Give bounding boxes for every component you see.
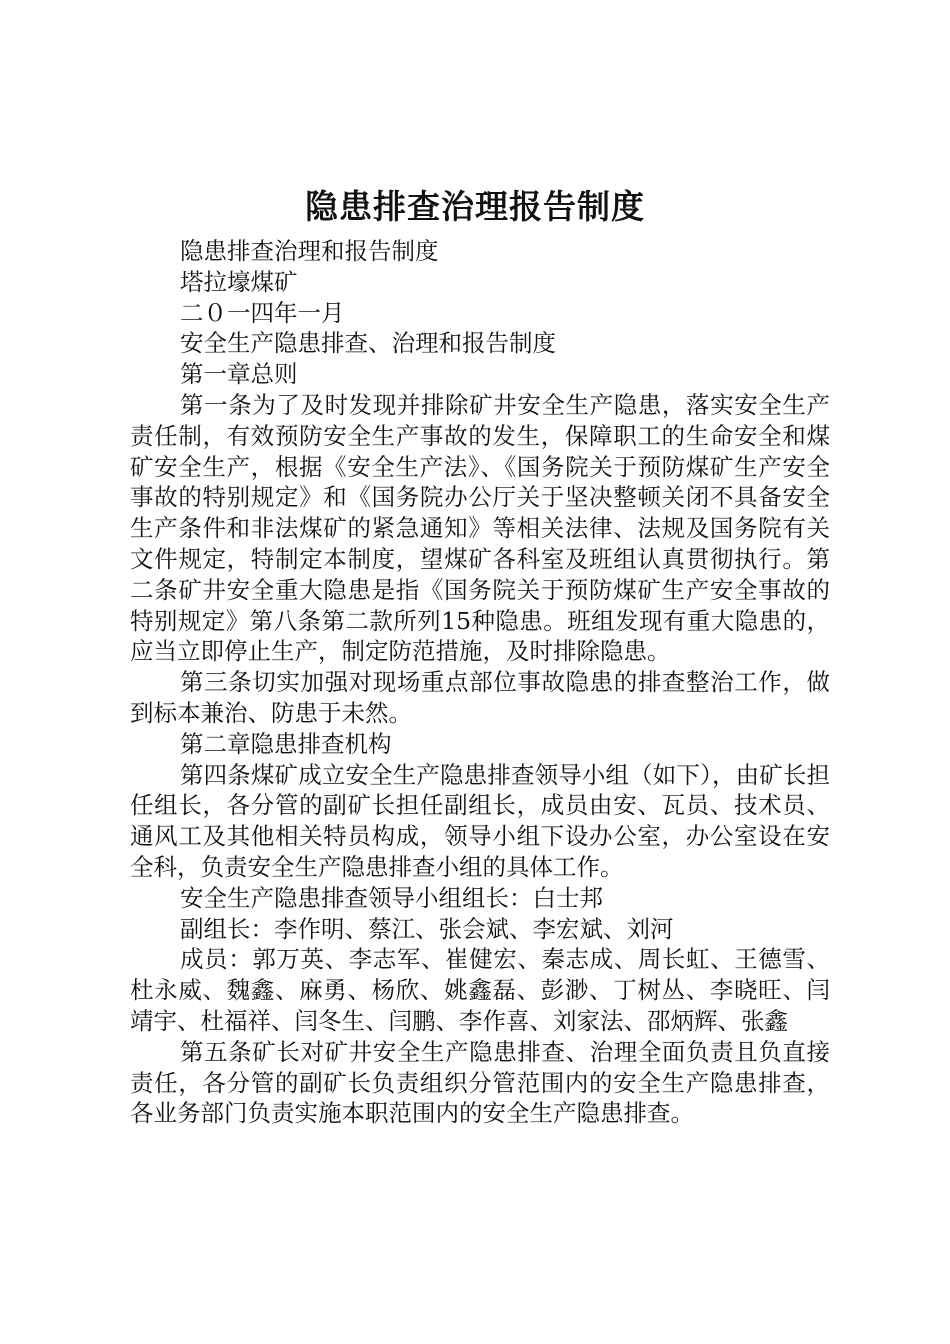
paragraph-organization: 塔拉壕煤矿 [180, 267, 298, 296]
paragraph-article-5: 第五条矿长对矿井安全生产隐患排查、治理全面负责且负直接责任，各分管的副矿长负责组织分管范围内的安全生产隐患排查，各业务部门负责实施本职范围内的安全生产隐患排查。 [130, 1037, 830, 1128]
paragraph-article-4: 第四条煤矿成立安全生产隐患排查领导小组（如下），由矿长担任组长，各分管的副矿长担任副组长，成员由安、瓦员、技术员、通风工及其他相关特员构成，领导小组下设办公室，办公室设在安全科，负责安全生产隐患排查小组的具体工作。 [130, 760, 830, 881]
paragraph-members: 成员：郭万英、李志军、崔健宏、秦志成、周长虹、王德雪、杜永威、魏鑫、麻勇、杨欣、姚鑫磊、彭渺、丁树丛、李晓旺、闫靖宇、杜福祥、闫冬生、闫鹏、李作喜、刘家法、邵炳辉、张鑫 [130, 945, 830, 1035]
paragraph-deputy-leaders: 副组长：李作明、蔡江、张会斌、李宏斌、刘河 [180, 914, 674, 943]
chapter-heading-1: 第一章总则 [180, 360, 298, 389]
paragraph-date: 二０一四年一月 [180, 298, 345, 327]
document-title: 隐患排查治理报告制度 [305, 187, 645, 226]
paragraph-group-leader: 安全生产隐患排查领导小组组长：白士邦 [180, 883, 603, 912]
paragraph-article-3: 第三条切实加强对现场重点部位事故隐患的排查整治工作，做到标本兼治、防患于未然。 [130, 668, 830, 727]
document-body [130, 236, 830, 1129]
paragraph-regulation-title: 安全生产隐患排查、治理和报告制度 [180, 329, 556, 358]
paragraph-subtitle: 隐患排查治理和报告制度 [180, 237, 439, 265]
paragraph-article-1-2: 第一条为了及时发现并排除矿井安全生产隐患，落实安全生产责任制，有效预防安全生产事故的发生，保障职工的生命安全和煤矿安全生产，根据《安全生产法》、《国务院关于预防煤矿生产安全事故的特别规定》和《国务院办公厅关于坚决整顿关闭不具备安全生产条件和非法煤矿的紧急通知》等相关法律、法规及国务院有关文件规定，特制定本制度，望煤矿各科室及班组认真贯彻执行。第二条矿井安全重大隐患是指《国务院关于预防煤矿生产安全事故的特别规定》第八条第二款所列15种隐患。班组发现有重大隐患的，应当立即停止生产，制定防范措施，及时排除隐患。 [130, 390, 830, 666]
chapter-heading-2: 第二章隐患排查机构 [180, 729, 392, 758]
